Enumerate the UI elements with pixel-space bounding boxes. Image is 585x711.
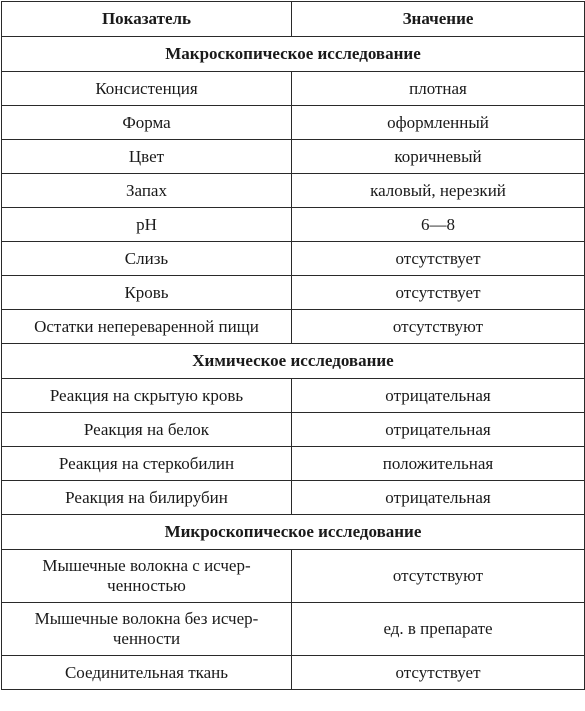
row-name: pH (2, 208, 292, 242)
row-name: Форма (2, 106, 292, 140)
row-name (2, 550, 292, 603)
table-row (2, 550, 585, 603)
row-name: Остатки непереваренной пищи (2, 310, 292, 344)
section-micro: Микроскопическое исследование (2, 515, 585, 550)
section-row (2, 344, 585, 379)
header-indicator: Показатель (2, 2, 292, 37)
table-row (2, 310, 585, 344)
row-value: каловый, нерезкий (292, 174, 585, 208)
table-row (2, 140, 585, 174)
row-name: Цвет (2, 140, 292, 174)
header-row (2, 2, 585, 37)
row-value: 6—8 (292, 208, 585, 242)
header-value: Значение (292, 2, 585, 37)
row-value: отсутствуют (292, 550, 585, 603)
row-name: Реакция на белок (2, 413, 292, 447)
row-value: отсутствует (292, 242, 585, 276)
row-name: Слизь (2, 242, 292, 276)
row-name: Запах (2, 174, 292, 208)
row-value: положительная (292, 447, 585, 481)
table-row (2, 276, 585, 310)
section-row (2, 37, 585, 72)
table-row (2, 481, 585, 515)
row-value: ед. в препарате (292, 603, 585, 656)
row-name: Соединительная ткань (2, 656, 292, 690)
row-value: оформленный (292, 106, 585, 140)
row-name: Реакция на скрытую кровь (2, 379, 292, 413)
table-row (2, 242, 585, 276)
row-name: Консистенция (2, 72, 292, 106)
section-macro: Макроскопическое исследование (2, 37, 585, 72)
table-row (2, 106, 585, 140)
table-row (2, 656, 585, 690)
row-name-line2: ченности (112, 629, 181, 648)
row-name: Кровь (2, 276, 292, 310)
row-value: отсутствует (292, 656, 585, 690)
row-name: Реакция на стеркобилин (2, 447, 292, 481)
row-name-line2: ченностью (107, 576, 186, 595)
table-row (2, 208, 585, 242)
table-row (2, 379, 585, 413)
section-row (2, 515, 585, 550)
table-row (2, 413, 585, 447)
row-name: Реакция на билирубин (2, 481, 292, 515)
row-value: отрицательная (292, 481, 585, 515)
row-name-line1: Мышечные волокна без исчер- (34, 609, 259, 628)
stool-analysis-table (1, 1, 585, 690)
row-value: отрицательная (292, 379, 585, 413)
row-value: отсутствуют (292, 310, 585, 344)
section-chem: Химическое исследование (2, 344, 585, 379)
table-row (2, 72, 585, 106)
table-row (2, 447, 585, 481)
row-value: плотная (292, 72, 585, 106)
row-value: отсутствует (292, 276, 585, 310)
table-row (2, 174, 585, 208)
row-value: коричневый (292, 140, 585, 174)
row-name (2, 603, 292, 656)
row-value: отрицательная (292, 413, 585, 447)
table-row (2, 603, 585, 656)
row-name-line1: Мышечные волокна с исчер- (42, 556, 251, 575)
